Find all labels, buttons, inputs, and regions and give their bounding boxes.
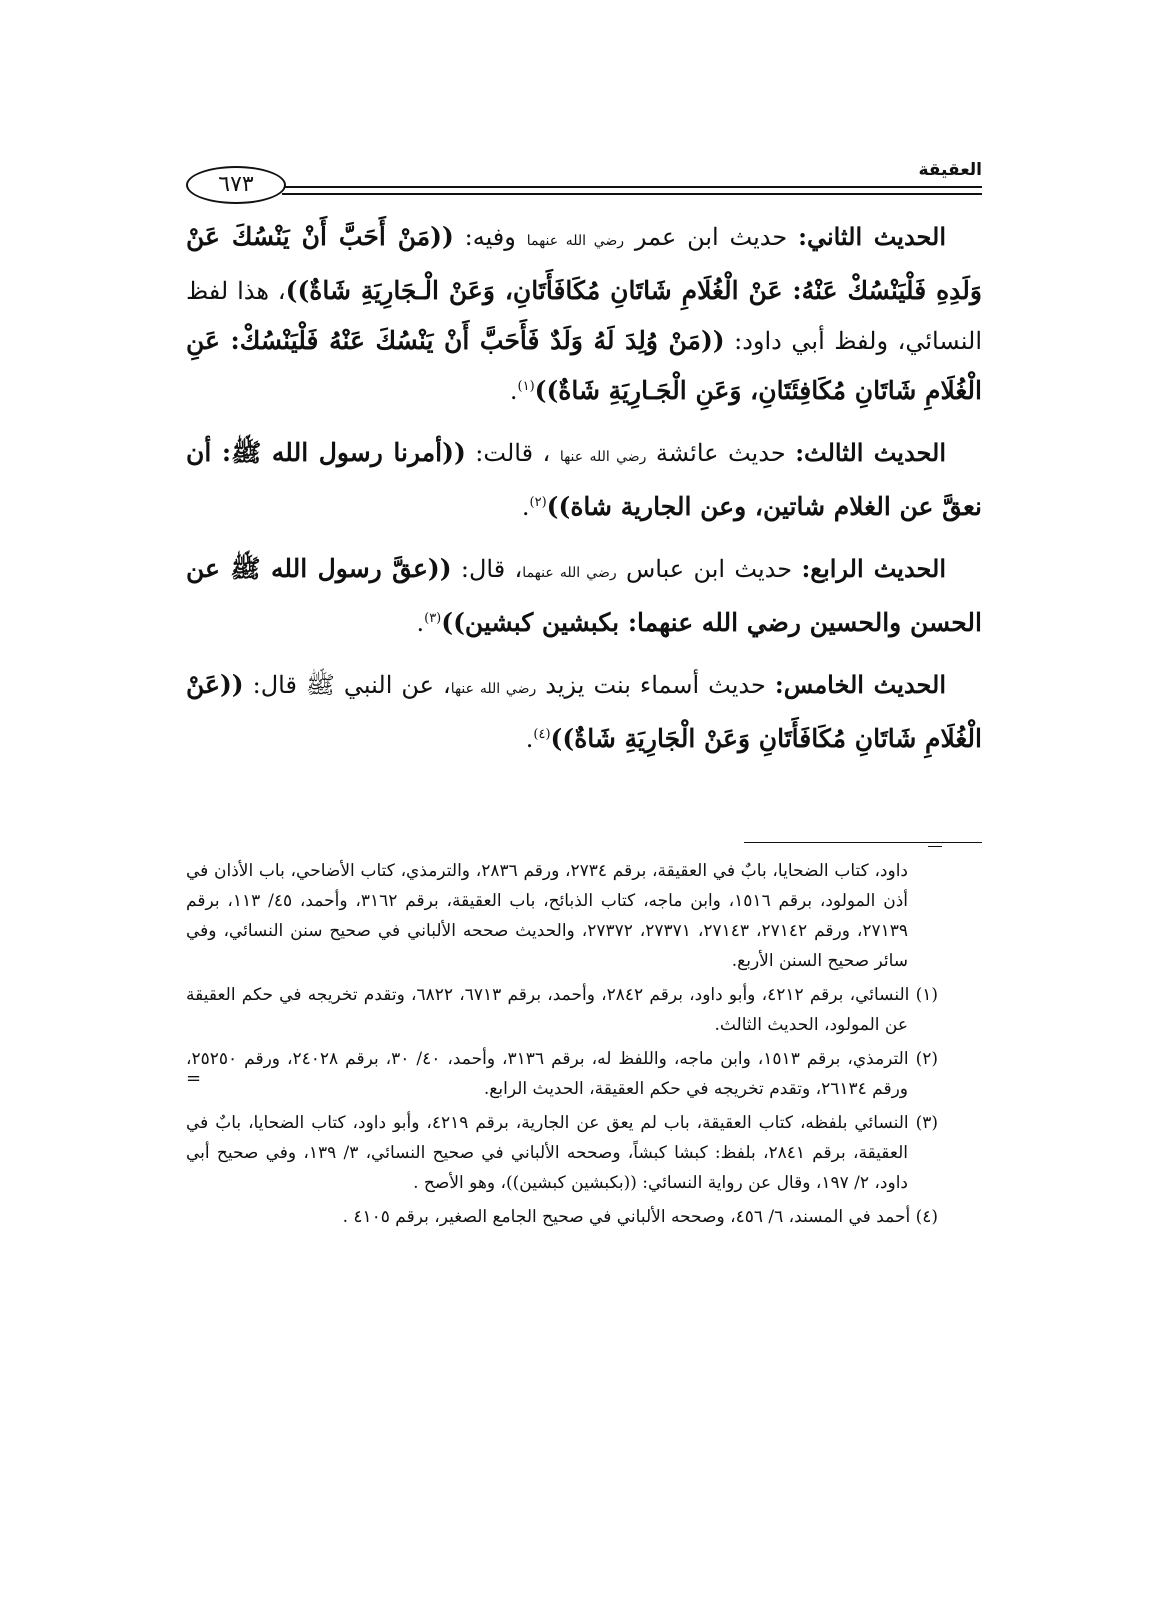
honorific: رضي الله عنهما [526,233,625,249]
header-rule-top [282,186,982,188]
hadith-text: ((عَنْ الْغُلَامِ شَاتَانِ مُكَافَأَتَانِ وَعَنْ الْجَارِيَةِ شَاةٌ)) [186,670,982,753]
sentence-end: . [509,377,518,405]
hadith-intro: حديث عائشة [646,439,796,467]
paragraph-hadith-2 [186,212,982,416]
honorific: رضي الله عنها [450,681,537,697]
paragraph-hadith-3 [186,428,982,532]
paragraph-hadith-4 [186,544,982,648]
page-number: ٦٧٣ [186,166,286,204]
footnotes [186,856,938,1236]
hadith-intro: حديث ابن عمر [624,223,799,251]
hadith-intro-2: وفيه: [453,223,527,251]
hadith-label: الحديث الثاني: [798,222,947,251]
footnote-ref[interactable]: (١) [517,379,535,394]
header-rule-bottom [282,193,982,195]
hadith-intro-2: ، عن النبي ﷺ قال: [243,671,451,699]
sentence-end: . [416,609,425,637]
page-header [186,158,982,208]
sentence-end: . [525,725,534,753]
hadith-intro-2: ، قال: [451,555,523,583]
footnote-1: (١) النسائي، برقم ٤٢١٢، وأبو داود، برقم ٢٨٤٢، وأحمد، برقم ٦٧١٣، ٦٨٢٢، وتقدم تخريجه في حكم العقيقة عن المولود، الحديث الثالث. [186,985,938,1035]
footnote-separator [744,842,982,843]
hadith-label: الحديث الرابع: [801,554,947,583]
footnote-ref[interactable]: (٤) [533,727,551,742]
continuation-mark: = [186,1068,202,1089]
footnote-continuation: داود، كتاب الضحايا، بابٌ في العقيقة، برقم ٢٧٣٤، ورقم ٢٨٣٦، والترمذي، كتاب الأضاحي، باب الأذان في أذن المولود، برقم ١٥١٦، وابن ماجه، كتاب الذبائح، باب العقيقة، برقم ٣١٦٢، وأحمد، ٤٥/ ١١٣، برقم ٢٧١٣٩، ورقم ٢٧١٤٢، ٢٧١٤٣، ٢٧٣٧١، ٢٧٣٧٢، والحديث صححه الألباني في صحيح سنن النسائي، وفي سائر صحيح السنن الأربع. [186,861,909,971]
honorific: رضي الله عنها [559,449,647,465]
hadith-text: ((أمرنا رسول الله ﷺ: أن نعقَّ عن الغلام شاتين، وعن الجارية شاة)) [186,438,982,521]
hadith-intro-2: ، قالت: [465,439,560,467]
footnote-3: (٣) النسائي بلفظه، كتاب العقيقة، باب لم يعق عن الجارية، برقم ٤٢١٩، وأبو داود، كتاب الضحايا، بابٌ في العقيقة، برقم ٢٨٤١، بلفظ: كبشا كبشاً، وصححه الألباني في صحيح النسائي، ٣/ ١٣٩، وفي صحيح أبي داود، ٢/ ١٩٧، وقال عن رواية النسائي: ((بكبشين كبشين))، وهو الأصح . [186,1113,938,1193]
hadith-label: الحديث الثالث: [795,438,947,467]
footnote-4: (٤) أحمد في المسند، ٦/ ٤٥٦، وصححه الألباني في صحيح الجامع الصغير، برقم ٤١٠٥ . [342,1207,938,1227]
hadith-intro: حديث أسماء بنت يزيد [536,671,775,699]
hadith-intro: حديث ابن عباس [616,555,802,583]
main-text [186,212,982,776]
hadith-text: ((مَنْ أَحَبَّ أَنْ يَنْسُكَ عَنْ وَلَدِهِ فَلْيَنْسُكْ عَنْهُ: عَنْ الْغُلَامِ شَاتَانِ مُكَافَأَتَانِ، وَعَنْ الْـجَارِيَةِ شَاةٌ)) [186,222,982,305]
footnote-ref[interactable]: (٣) [424,611,442,626]
hadith-label: الحديث الخامس: [774,670,946,699]
hadith-text: ((عقَّ رسول الله ﷺ عن الحسن والحسين رضي الله عنهما: بكبشين كبشين)) [186,554,982,637]
footnote-2: (٢) الترمذي، برقم ١٥١٣، وابن ماجه، واللفظ له، برقم ٣١٣٦، وأحمد، ٤٠/ ٣٠، برقم ٢٤٠٢٨، ورقم ٢٥٢٥٠، ورقم ٢٦١٣٤، وتقدم تخريجه في حكم العقيقة، الحديث الرابع. [186,1049,938,1099]
sentence-end: . [521,493,530,521]
footnote-separator-mark [928,846,942,847]
honorific: رضي الله عنهما [522,565,617,581]
footnote-ref[interactable]: (٢) [529,495,547,510]
paragraph-hadith-5 [186,660,982,764]
chapter-title: العقيقة [918,160,982,180]
hadith-text-2: ((مَنْ وُلِدَ لَهُ وَلَدٌ فَأَحَبَّ أَنْ يَنْسُكَ عَنْهُ فَلْيَنْسُكْ: عَنِ الْغُلَامِ شَاتَانِ مُكَافِئَتَانِ، وَعَنِ الْجَـارِيَةِ شَاةٌ)) [186,326,982,405]
hadith-mid: ، هذا لفظ النسائي، ولفظ أبي داود: [186,277,982,355]
